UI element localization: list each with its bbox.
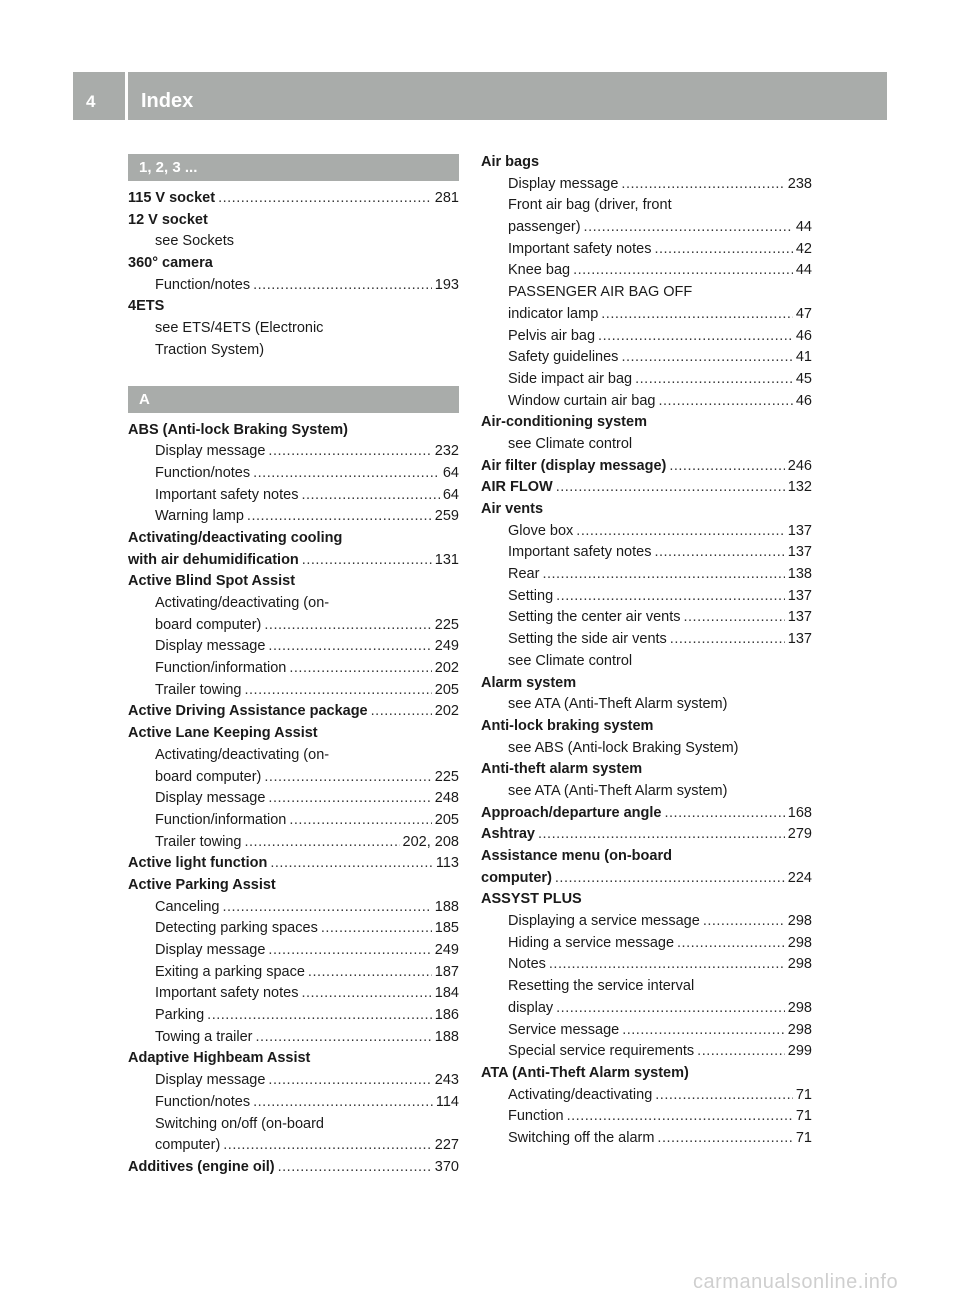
header-bar: [73, 72, 887, 120]
index-entry[interactable]: 115 V socket ..... 281: [128, 188, 459, 210]
index-subentry[interactable]: Important safety notes ..... 42: [481, 239, 812, 261]
index-subentry[interactable]: Canceling ..... 188: [128, 897, 459, 919]
index-subentry[interactable]: Glove box ..... 137: [481, 521, 812, 543]
index-entry: Active Blind Spot Assist: [128, 573, 296, 590]
index-subentry[interactable]: board computer) ..... 225: [128, 615, 459, 637]
index-subentry[interactable]: Function/information ..... 202: [128, 658, 459, 680]
index-entry: Air bags: [481, 154, 540, 170]
index-entry[interactable]: Air filter (display message) ..... 246: [481, 456, 812, 478]
index-subentry[interactable]: Function/notes ..... 193: [128, 275, 459, 297]
index-subentry[interactable]: Towing a trailer ..... 188: [128, 1027, 459, 1049]
index-subentry[interactable]: Display message ..... 238: [481, 174, 812, 196]
index-subentry[interactable]: Window curtain air bag ..... 46: [481, 391, 812, 413]
index-subentry[interactable]: Display message ..... 243: [128, 1070, 459, 1092]
index-subentry[interactable]: Traction System): [155, 341, 265, 358]
index-entry: Alarm system: [481, 674, 577, 691]
index-subentry[interactable]: Function/notes ..... 114: [128, 1092, 459, 1114]
index-subentry[interactable]: Important safety notes ..... 137: [481, 542, 812, 564]
index-entry: ATA (Anti-Theft Alarm system): [481, 1064, 689, 1081]
index-entry: Air-conditioning system: [481, 414, 647, 431]
index-column-left: [128, 152, 459, 1179]
index-subentry[interactable]: see ABS (Anti-lock Braking System): [508, 739, 739, 756]
index-subentry: Front air bag (driver, front: [508, 197, 672, 214]
index-entry: 4ETS: [128, 298, 165, 315]
index-entry[interactable]: Active Driving Assistance package ..... 202: [128, 701, 459, 723]
index-subentry[interactable]: Function/information ..... 205: [128, 810, 459, 832]
index-entry: Assistance menu (on-board: [481, 848, 672, 864]
section-header-a: A: [128, 386, 459, 413]
index-subentry[interactable]: Exiting a parking space ..... 187: [128, 962, 459, 984]
index-entry: ABS (Anti-lock Braking System): [128, 421, 348, 438]
index-subentry[interactable]: indicator lamp ..... 47: [481, 304, 812, 326]
index-subentry[interactable]: Notes ..... 298: [481, 954, 812, 976]
index-subentry[interactable]: Rear ..... 138: [481, 564, 812, 586]
index-subentry[interactable]: board computer) ..... 225: [128, 767, 459, 789]
index-subentry: Switching on/off (on-board: [155, 1115, 325, 1132]
index-subentry[interactable]: see Climate control: [508, 652, 633, 669]
page-title: Index: [141, 90, 194, 112]
index-subentry[interactable]: Side impact air bag ..... 45: [481, 369, 812, 391]
index-subentry[interactable]: Display message ..... 249: [128, 940, 459, 962]
index-subentry[interactable]: see Climate control: [508, 435, 633, 452]
index-entry: ASSYST PLUS: [481, 891, 582, 908]
index-entry[interactable]: with air dehumidification ..... 131: [128, 550, 459, 572]
index-subentry[interactable]: Safety guidelines ..... 41: [481, 347, 812, 369]
index-subentry[interactable]: display ..... 298: [481, 998, 812, 1020]
index-subentry[interactable]: Displaying a service message ..... 298: [481, 911, 812, 933]
index-subentry: PASSENGER AIR BAG OFF: [508, 284, 693, 301]
index-entry: 360° camera: [128, 255, 213, 272]
header-divider: [125, 72, 128, 120]
index-subentry[interactable]: Parking ..... 186: [128, 1005, 459, 1027]
index-subentry[interactable]: Function/notes ..... 64: [128, 463, 459, 485]
index-entry[interactable]: Approach/departure angle ..... 168: [481, 803, 812, 825]
index-entry: Adaptive Highbeam Assist: [128, 1050, 311, 1067]
index-subentry[interactable]: Knee bag ..... 44: [481, 260, 812, 282]
index-entry[interactable]: computer) ..... 224: [481, 868, 812, 890]
index-entry: 12 V socket: [128, 211, 208, 228]
section-header-123: 1, 2, 3 ...: [128, 154, 459, 181]
index-entry: Anti-theft alarm system: [481, 761, 643, 778]
index-subentry[interactable]: Special service requirements ..... 299: [481, 1041, 812, 1063]
index-entry[interactable]: Additives (engine oil) ..... 370: [128, 1157, 459, 1179]
index-subentry[interactable]: Display message ..... 232: [128, 441, 459, 463]
index-subentry[interactable]: Setting the center air vents ..... 137: [481, 607, 812, 629]
index-subentry[interactable]: Trailer towing ..... 202, 208: [128, 832, 459, 854]
index-column-right: [481, 152, 812, 1150]
index-subentry[interactable]: Switching off the alarm ..... 71: [481, 1128, 812, 1150]
index-entry[interactable]: Active light function ..... 113: [128, 853, 459, 875]
index-subentry[interactable]: Important safety notes ..... 184: [128, 983, 459, 1005]
index-subentry[interactable]: Display message ..... 249: [128, 636, 459, 658]
index-subentry[interactable]: see ETS/4ETS (Electronic: [155, 320, 324, 337]
index-subentry[interactable]: Trailer towing ..... 205: [128, 680, 459, 702]
index-entry: Active Parking Assist: [128, 876, 276, 893]
index-subentry[interactable]: Setting ..... 137: [481, 586, 812, 608]
index-subentry[interactable]: passenger) ..... 44: [481, 217, 812, 239]
index-subentry: Activating/deactivating (on-: [155, 746, 330, 763]
index-subentry[interactable]: Detecting parking spaces ..... 185: [128, 918, 459, 940]
page-number: 4: [86, 92, 96, 111]
index-subentry[interactable]: see ATA (Anti-Theft Alarm system): [508, 782, 728, 799]
index-subentry: Activating/deactivating (on-: [155, 595, 330, 611]
index-subentry[interactable]: Activating/deactivating ..... 71: [481, 1085, 812, 1107]
index-entry: Air vents: [481, 501, 544, 517]
index-subentry[interactable]: Service message ..... 298: [481, 1020, 812, 1042]
index-entry: Active Lane Keeping Assist: [128, 725, 318, 742]
index-subentry[interactable]: see ATA (Anti-Theft Alarm system): [508, 696, 728, 713]
index-subentry: Resetting the service interval: [508, 978, 695, 995]
index-entry: Activating/deactivating cooling: [128, 529, 343, 546]
index-subentry[interactable]: Hiding a service message ..... 298: [481, 933, 812, 955]
watermark: carmanualsonline.info: [693, 1271, 899, 1293]
index-subentry[interactable]: Display message ..... 248: [128, 788, 459, 810]
index-subentry[interactable]: see Sockets: [155, 233, 234, 250]
index-subentry[interactable]: computer) ..... 227: [128, 1135, 459, 1157]
index-entry[interactable]: AIR FLOW ..... 132: [481, 477, 812, 499]
index-subentry[interactable]: Warning lamp ..... 259: [128, 506, 459, 528]
index-entry[interactable]: Ashtray ..... 279: [481, 824, 812, 846]
index-subentry[interactable]: Setting the side air vents ..... 137: [481, 629, 812, 651]
index-subentry[interactable]: Pelvis air bag ..... 46: [481, 326, 812, 348]
index-subentry[interactable]: Important safety notes ..... 64: [128, 485, 459, 507]
index-subentry[interactable]: Function ..... 71: [481, 1106, 812, 1128]
index-entry: Anti-lock braking system: [481, 717, 654, 734]
